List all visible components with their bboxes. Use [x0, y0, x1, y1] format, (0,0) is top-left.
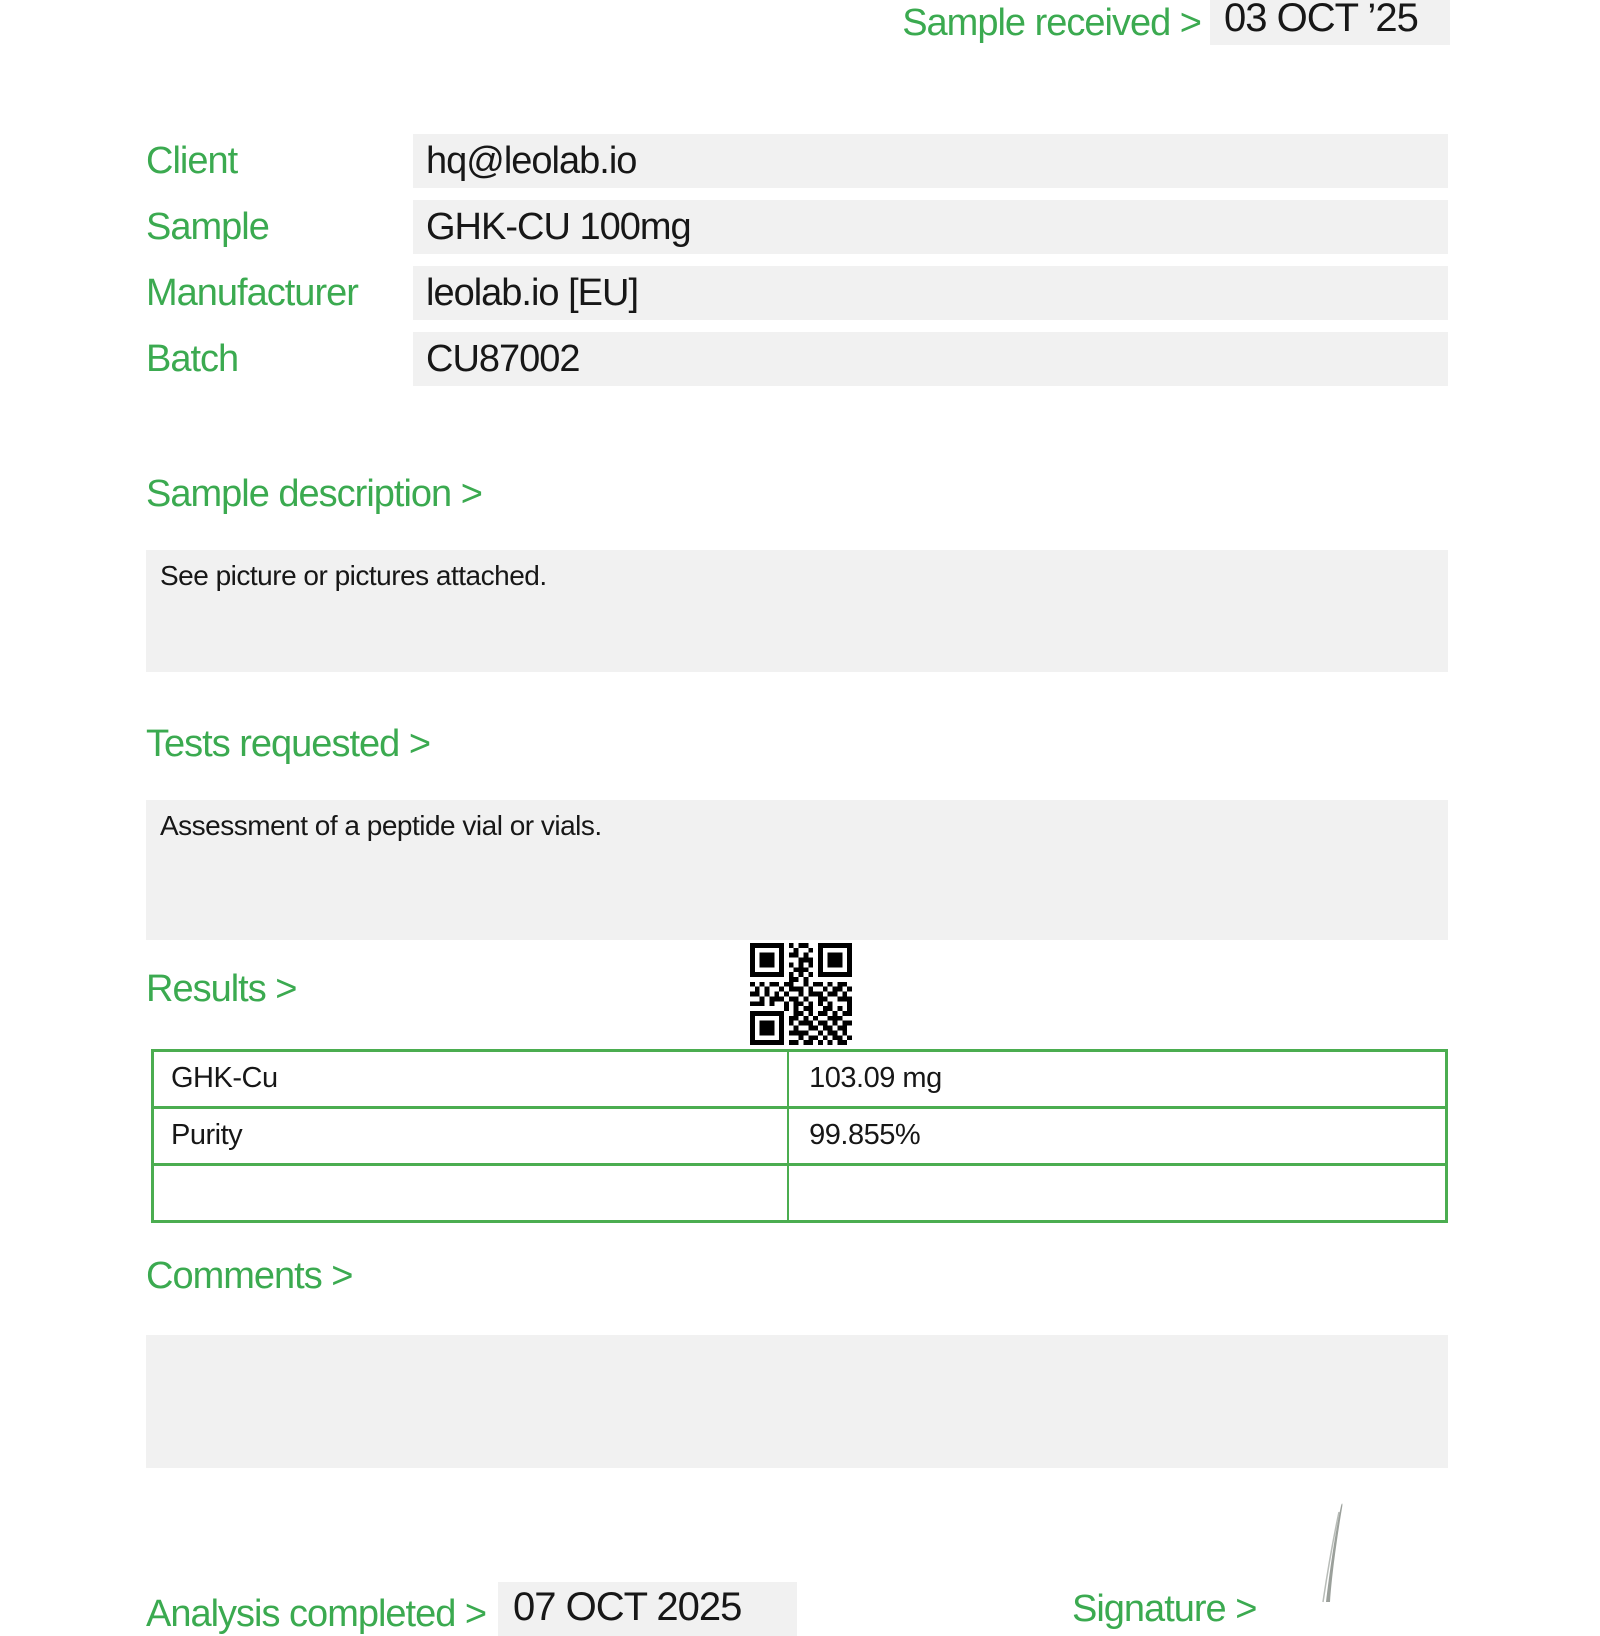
tests-requested-heading: Tests requested >	[146, 723, 431, 765]
results-heading: Results >	[146, 968, 297, 1010]
comments-text	[146, 1335, 1448, 1355]
sample-description-text: See picture or pictures attached.	[160, 560, 547, 591]
comments-box	[146, 1335, 1448, 1468]
client-value-box	[413, 134, 1448, 188]
sample-received-date-box	[1210, 0, 1450, 45]
manufacturer-value-box	[413, 266, 1448, 320]
result-value	[789, 1166, 1445, 1220]
batch-value: CU87002	[426, 338, 580, 380]
tests-requested-text: Assessment of a peptide vial or vials.	[160, 810, 602, 841]
result-name: GHK-Cu	[154, 1052, 789, 1106]
sample-received-date: 03 OCT ’25	[1224, 0, 1418, 40]
sample-value: GHK-CU 100mg	[426, 206, 691, 248]
comments-heading: Comments >	[146, 1255, 353, 1297]
result-value: 99.855%	[809, 1119, 921, 1151]
analysis-date-box	[498, 1582, 797, 1636]
analysis-completed-label: Analysis completed >	[146, 1593, 487, 1635]
sample-description-box	[146, 550, 1448, 672]
table-row	[154, 1163, 1445, 1220]
client-value: hq@leolab.io	[426, 140, 637, 182]
sample-value-box	[413, 200, 1448, 254]
analysis-date: 07 OCT 2025	[513, 1585, 742, 1629]
table-row	[154, 1052, 1445, 1106]
sample-description-heading: Sample description >	[146, 473, 482, 515]
sample-received-label: Sample received >	[902, 2, 1201, 44]
batch-value-box	[413, 332, 1448, 386]
manufacturer-value: leolab.io [EU]	[426, 272, 639, 314]
results-table	[151, 1049, 1448, 1223]
batch-label: Batch	[146, 338, 239, 380]
result-name: Purity	[154, 1109, 789, 1163]
qr-code	[750, 943, 852, 1045]
sample-label: Sample	[146, 206, 269, 248]
manufacturer-label: Manufacturer	[146, 272, 358, 314]
client-label: Client	[146, 140, 238, 182]
result-name	[154, 1166, 789, 1220]
table-row	[154, 1106, 1445, 1163]
result-value: 103.09 mg	[809, 1062, 942, 1094]
tests-requested-box	[146, 800, 1448, 940]
signature-label: Signature >	[1072, 1588, 1257, 1630]
